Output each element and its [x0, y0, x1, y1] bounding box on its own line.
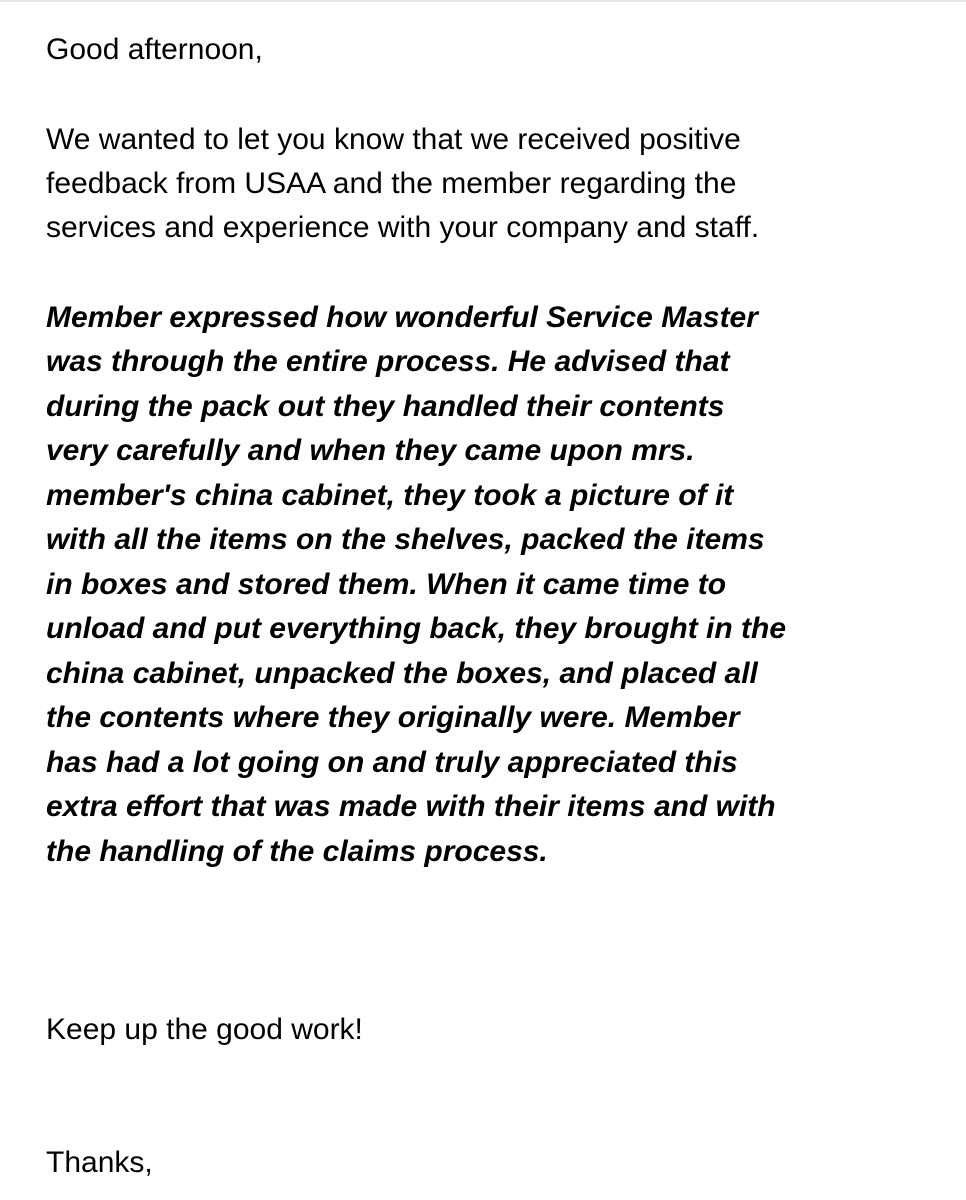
top-divider	[0, 0, 966, 2]
feedback-line: during the pack out they handled their contents	[46, 390, 725, 423]
feedback-line: china cabinet, unpacked the boxes, and placed all	[46, 657, 758, 690]
intro-line: services and experience with your company and staff.	[46, 211, 760, 244]
signoff: Thanks,	[46, 1146, 153, 1179]
feedback-line: extra effort that was made with their items and with	[46, 790, 776, 823]
feedback-line: Member expressed how wonderful Service Master	[46, 301, 758, 334]
intro-line: We wanted to let you know that we received positive	[46, 123, 741, 156]
feedback-line: has had a lot going on and truly appreciated this	[46, 746, 738, 779]
feedback-line: member's china cabinet, they took a picture of it	[46, 479, 734, 512]
feedback-line: with all the items on the shelves, packed the items	[46, 523, 765, 556]
closing-line: Keep up the good work!	[46, 1013, 363, 1046]
greeting: Good afternoon,	[46, 33, 263, 66]
feedback-line: the contents where they originally were. Member	[46, 701, 740, 734]
feedback-line: the handling of the claims process.	[46, 835, 548, 868]
feedback-line: in boxes and stored them. When it came time to	[46, 568, 727, 601]
intro-line: feedback from USAA and the member regarding the	[46, 167, 737, 200]
feedback-line: unload and put everything back, they brought in the	[46, 612, 787, 645]
feedback-line: was through the entire process. He advised that	[46, 345, 730, 378]
feedback-line: very carefully and when they came upon mrs.	[46, 434, 695, 467]
